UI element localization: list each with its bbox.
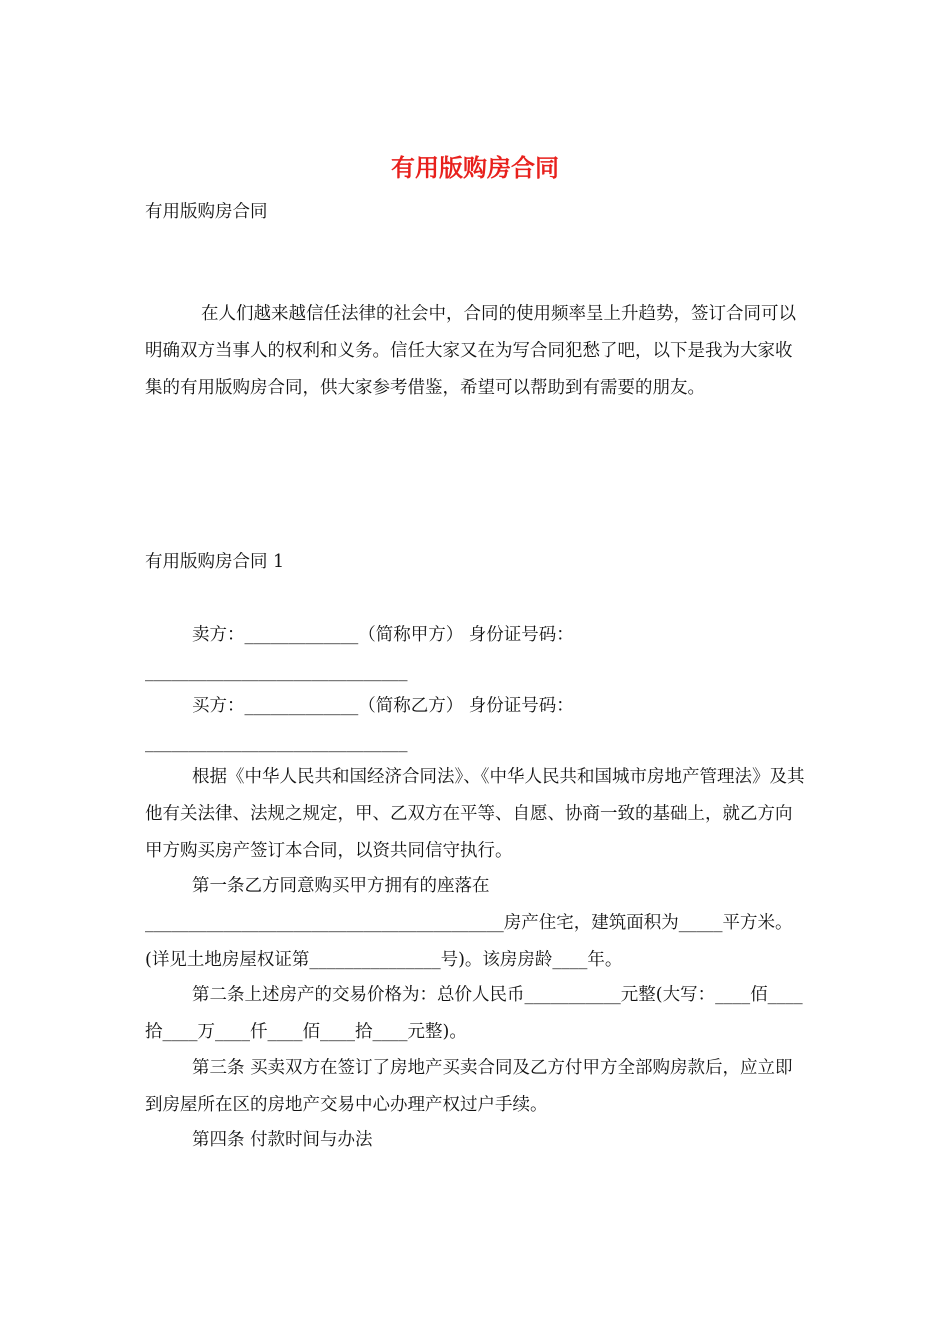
document-subtitle: 有用版购房合同 <box>145 202 268 222</box>
article-4: 第四条 付款时间与办法 <box>192 1130 373 1150</box>
seller-line: 卖方：_____________（简称甲方） 身份证号码：______________________________ <box>145 625 574 682</box>
section-title: 有用版购房合同 1 <box>145 552 285 572</box>
basis-paragraph: 根据《中华人民共和国经济合同法》、《中华人民共和国城市房地产管理法》及其他有关法律、法规之规定，甲、乙双方在平等、自愿、协商一致的基础上，就乙方向甲方购买房产签订本合同，以资共同信守执行。 <box>145 767 805 861</box>
intro-paragraph: 在人们越来越信任法律的社会中，合同的使用频率呈上升趋势，签订合同可以明确双方当事人的权利和义务。信任大家又在为写合同犯愁了吧，以下是我为大家收集的有用版购房合同，供大家参考借鉴，希望可以帮助到有需要的朋友。 <box>145 304 796 398</box>
document-title: 有用版购房合同 <box>391 154 559 182</box>
article-1: 第一条乙方同意购买甲方拥有的座落在_________________________________________房产住宅，建筑面积为_____平方米。(详见土地房屋权证第_______________号)。该房房龄____年。 <box>145 876 793 970</box>
article-3: 第三条 买卖双方在签订了房地产买卖合同及乙方付甲方全部购房款后，应立即到房屋所在区的房地产交易中心办理产权过户手续。 <box>145 1058 793 1115</box>
buyer-line: 买方：_____________（简称乙方） 身份证号码：______________________________ <box>145 696 574 753</box>
article-2: 第二条上述房产的交易价格为：总价人民币___________元整(大写：____佰____拾____万____仟____佰____拾____元整)。 <box>145 985 803 1042</box>
